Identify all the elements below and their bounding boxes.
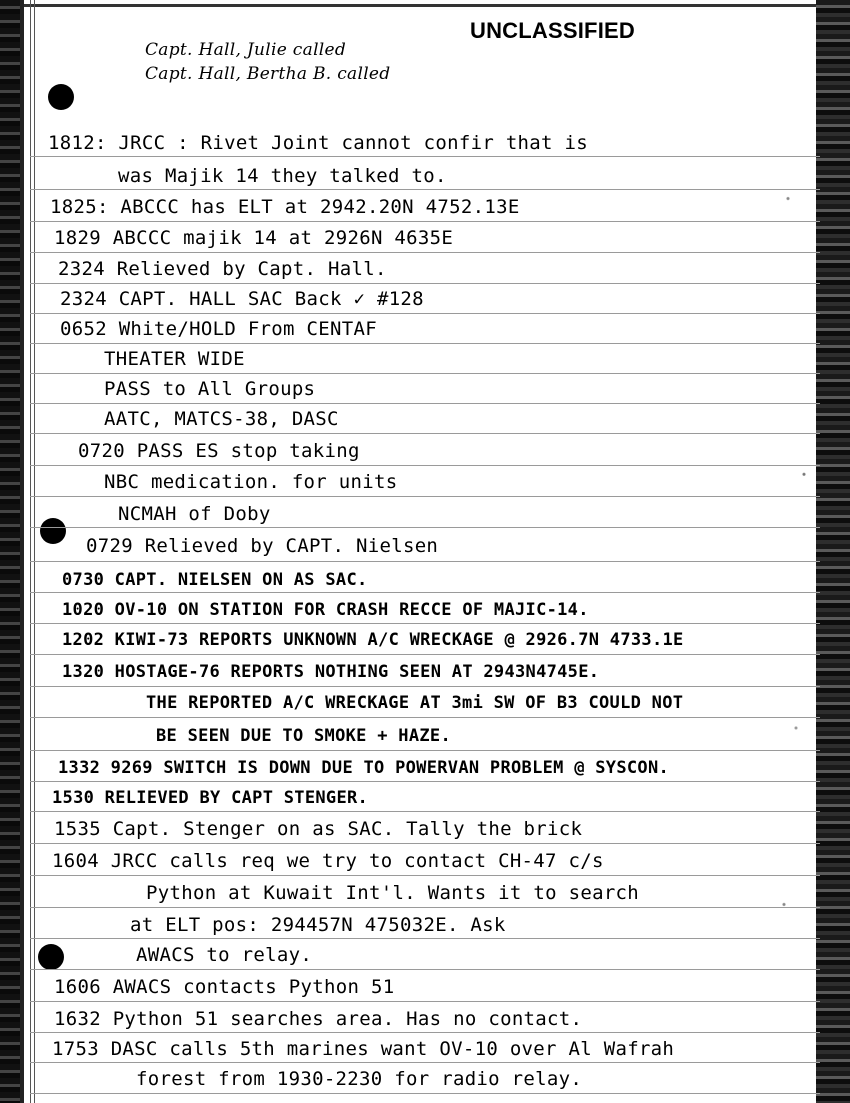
ruled-line (30, 343, 820, 344)
ruled-line (30, 189, 820, 190)
punch-hole-top (48, 84, 74, 110)
scan-left-edge (0, 0, 20, 1103)
note-line: Capt. Hall, Julie called (145, 40, 347, 60)
ruled-line (30, 221, 820, 222)
ruled-line (30, 283, 820, 284)
log-entry: PASS to All Groups (104, 378, 316, 400)
log-entry: 1202 KIWI-73 REPORTS UNKNOWN A/C WRECKAGE @ 2926.7N 4733.1E (62, 630, 684, 650)
log-entry: 1825: ABCCC has ELT at 2942.20N 4752.13E (50, 196, 520, 218)
ruled-line (30, 403, 820, 404)
ruled-line (30, 1093, 820, 1094)
log-entry: 1753 DASC calls 5th marines want OV-10 over Al Wafrah (52, 1038, 675, 1060)
log-entry: 0730 CAPT. NIELSEN ON AS SAC. (62, 570, 368, 590)
scan-right-edge (816, 0, 850, 1103)
ruled-line (30, 654, 820, 655)
ruled-line (30, 252, 820, 253)
log-entry: 2324 CAPT. HALL SAC Back ✓ #128 (60, 288, 424, 310)
ruled-line (30, 156, 820, 157)
log-entry: 0652 White/HOLD From CENTAF (60, 318, 377, 340)
ruled-line (30, 373, 820, 374)
log-entry: THEATER WIDE (104, 348, 245, 370)
log-entry: 0720 PASS ES stop taking (78, 440, 360, 462)
ruled-line (30, 561, 820, 562)
ruled-line (30, 527, 820, 528)
log-entry: NBC medication. for units (104, 471, 398, 493)
log-entry: at ELT pos: 294457N 475032E. Ask (130, 914, 506, 936)
ruled-line (30, 465, 820, 466)
log-entry: 0729 Relieved by CAPT. Nielsen (86, 535, 439, 557)
ruled-line (30, 750, 820, 751)
ruled-line (30, 907, 820, 908)
log-entry: NCMAH of Doby (118, 503, 271, 525)
log-entry: 1812: JRCC : Rivet Joint cannot confir that is (48, 132, 588, 154)
ruled-line (30, 717, 820, 718)
ruled-line (30, 1001, 820, 1002)
log-entry: 1320 HOSTAGE-76 REPORTS NOTHING SEEN AT 2943N4745E. (62, 662, 600, 682)
log-entry: 1604 JRCC calls req we try to contact CH-47 c/s (52, 850, 604, 872)
ruled-line (30, 686, 820, 687)
ruled-line (30, 313, 820, 314)
punch-hole-middle (40, 518, 66, 544)
log-entry: 1632 Python 51 searches area. Has no contact. (54, 1008, 583, 1030)
ruled-line (30, 1062, 820, 1063)
scan-left-edge-line (20, 0, 24, 1103)
log-entry: AWACS to relay. (136, 944, 313, 966)
ruled-line (30, 433, 820, 434)
ruled-line (30, 938, 820, 939)
log-entry: 1829 ABCCC majik 14 at 2926N 4635E (54, 227, 454, 249)
punch-hole-bottom (38, 944, 64, 970)
ruled-line (30, 1032, 820, 1033)
ruled-line (30, 623, 820, 624)
log-entry: 2324 Relieved by Capt. Hall. (58, 258, 387, 280)
log-entry: THE REPORTED A/C WRECKAGE AT 3mi SW OF B3 COULD NOT (146, 693, 684, 713)
log-entry: BE SEEN DUE TO SMOKE + HAZE. (156, 726, 451, 746)
ruled-line (30, 496, 820, 497)
ruled-line (30, 592, 820, 593)
log-entry: 1332 9269 SWITCH IS DOWN DUE TO POWERVAN PROBLEM @ SYSCON. (58, 758, 670, 778)
log-entry: 1020 OV-10 ON STATION FOR CRASH RECCE OF MAJIC-14. (62, 600, 589, 620)
ruled-line (30, 811, 820, 812)
log-entry: Python at Kuwait Int'l. Wants it to search (146, 882, 640, 904)
log-entry: forest from 1930-2230 for radio relay. (136, 1068, 583, 1090)
log-entry: was Majik 14 they talked to. (118, 165, 447, 187)
ruled-line (30, 875, 820, 876)
ruled-line (30, 969, 820, 970)
log-entry: AATC, MATCS-38, DASC (104, 408, 339, 430)
scan-top-edge (0, 4, 850, 7)
note-line: Capt. Hall, Bertha B. called (145, 64, 391, 84)
classification-marking: UNCLASSIFIED (470, 18, 635, 43)
log-entry: 1535 Capt. Stenger on as SAC. Tally the brick (54, 818, 583, 840)
ruled-line (30, 843, 820, 844)
log-entry: 1530 RELIEVED BY CAPT STENGER. (52, 788, 369, 808)
log-entry: 1606 AWACS contacts Python 51 (54, 976, 395, 998)
ruled-line (30, 781, 820, 782)
